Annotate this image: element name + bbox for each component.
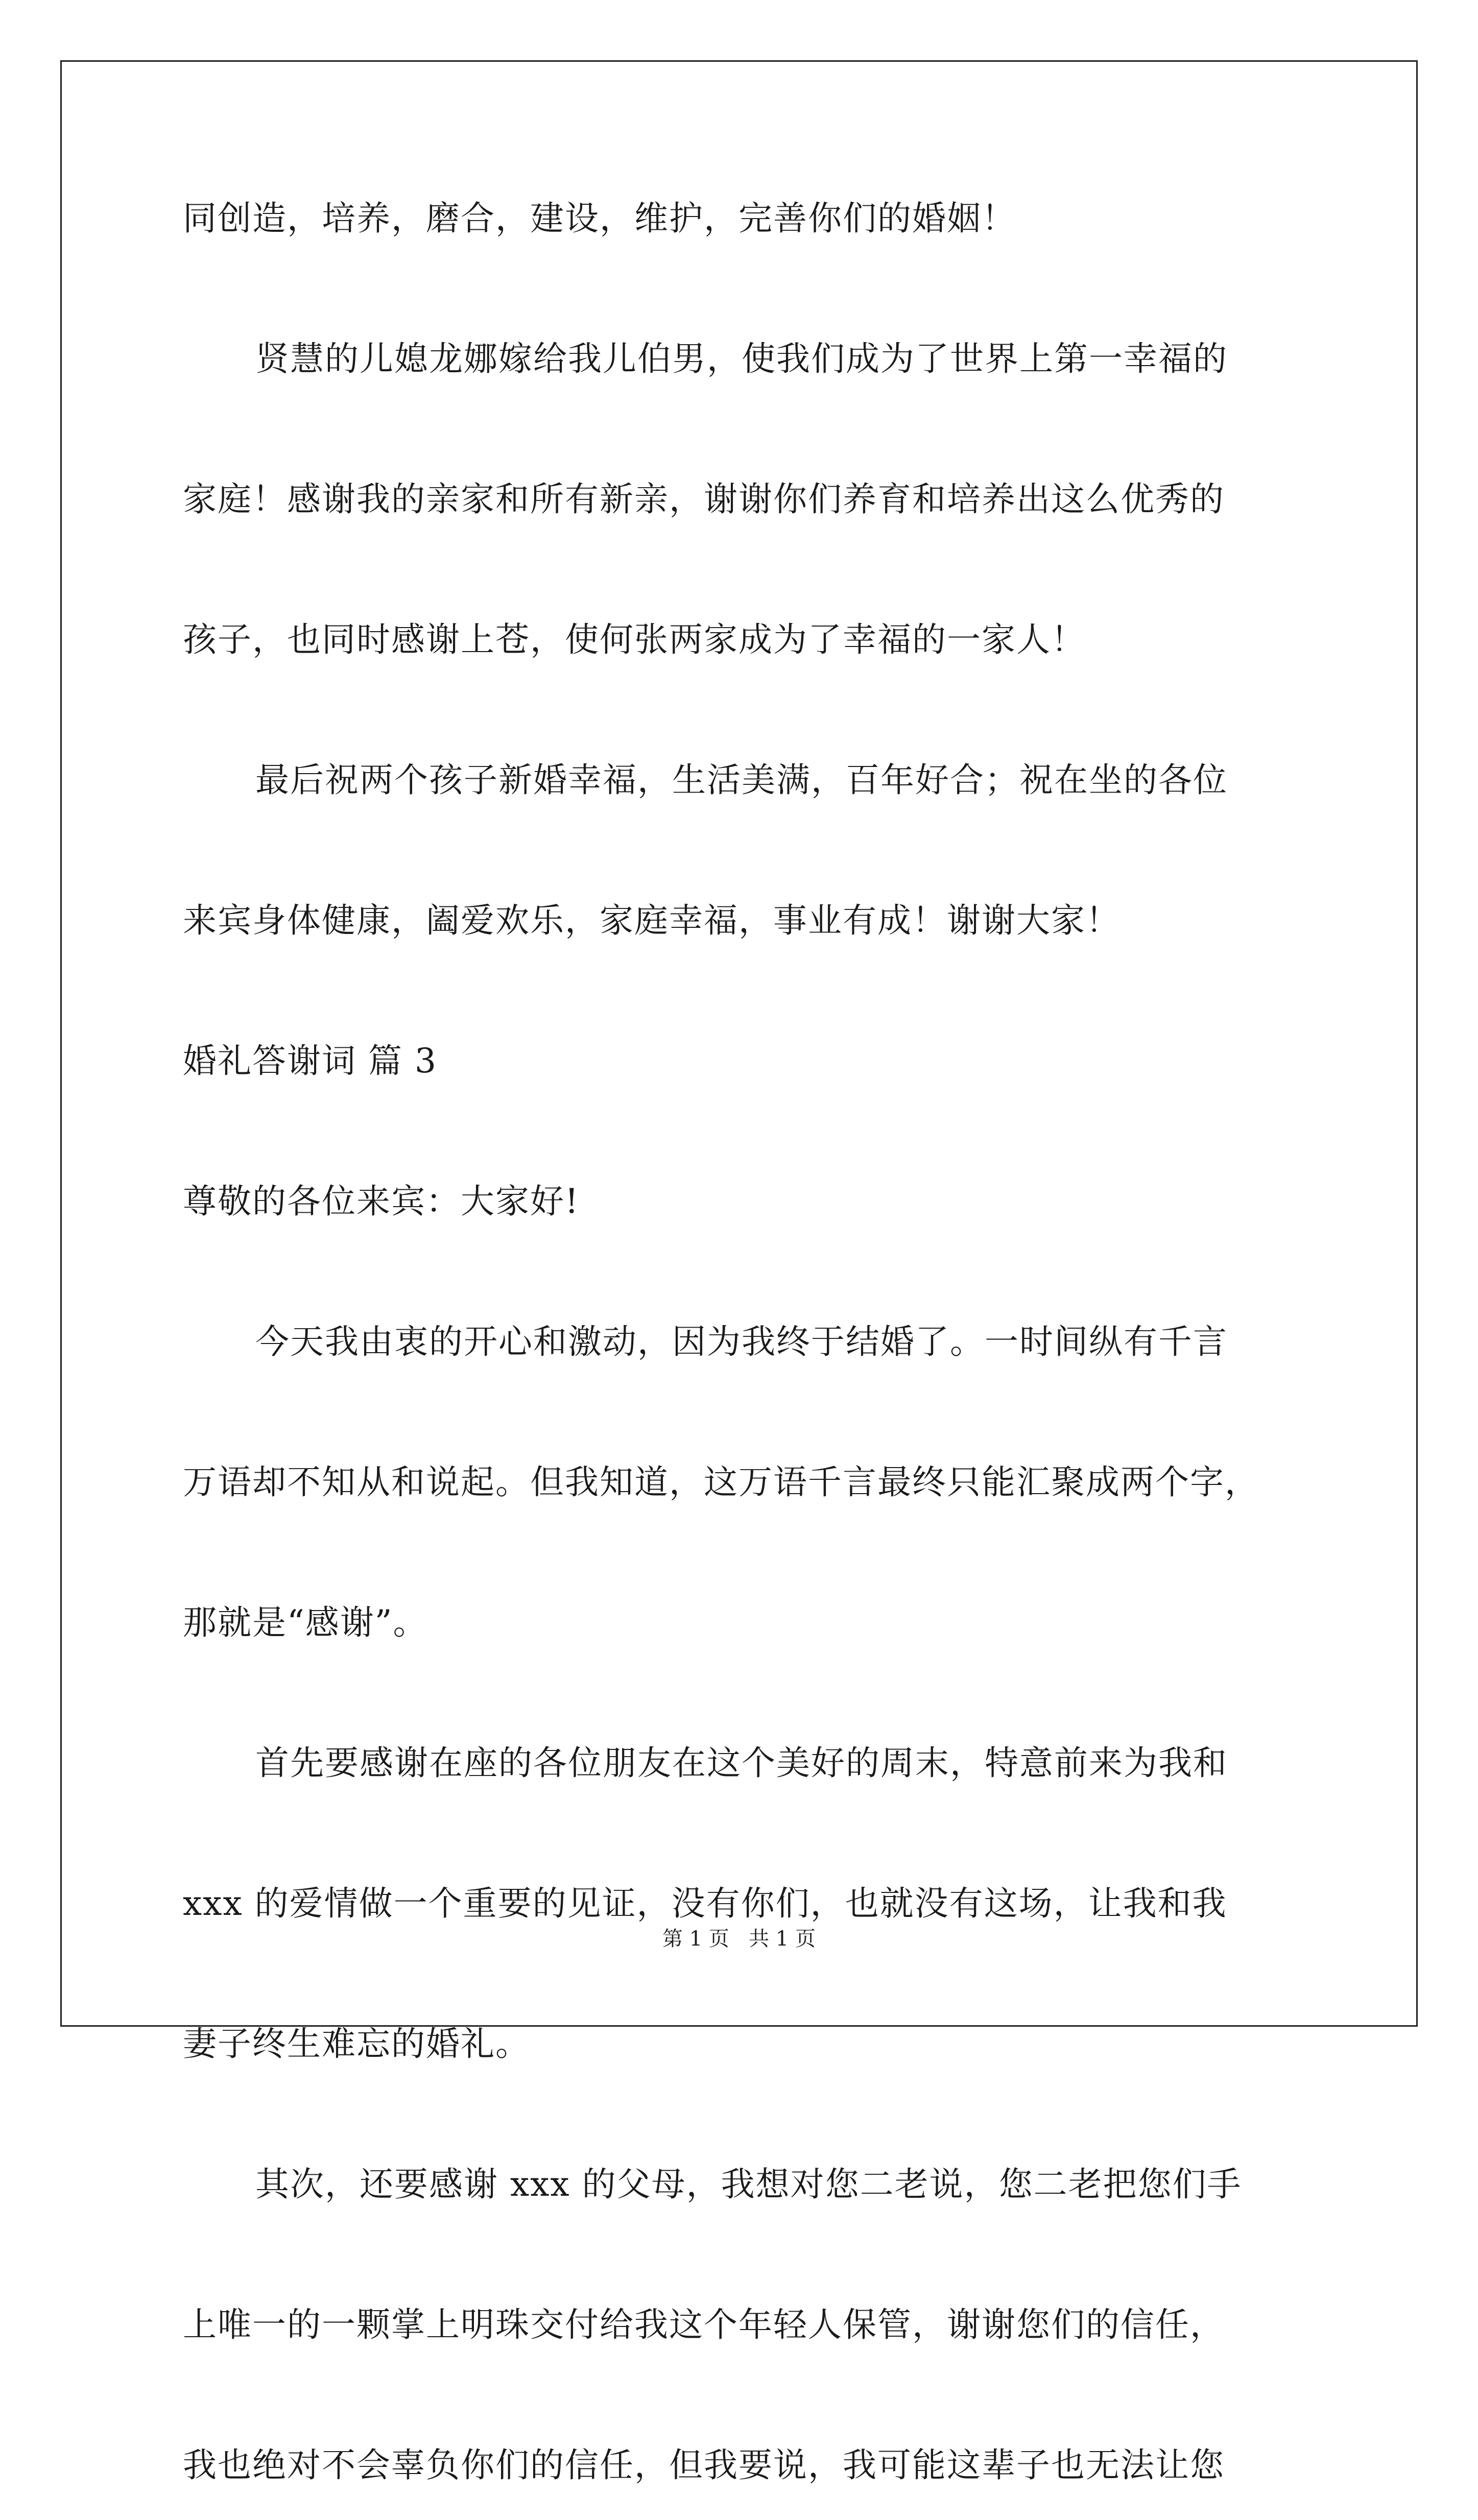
paragraph-start: 首先要感谢在座的各位朋友在这个美好的周末，特意前来为我和 (255, 1743, 1228, 1783)
page-footer: 第 1 页 共 1 页 (662, 1927, 816, 1951)
text-line: 来宾身体健康，阖爱欢乐，家庭幸福，事业有成！谢谢大家！ (183, 901, 1121, 940)
text-line: 同创造，培养，磨合，建设，维护，完善你们的婚姻！ (183, 199, 1016, 238)
text-line: xxx 的爱情做一个重要的见证，没有你们，也就没有这场，让我和我 (183, 1884, 1227, 1923)
text-line: 妻子终生难忘的婚礼。 (183, 2024, 530, 2063)
section-heading: 婚礼答谢词 篇 3 (183, 1041, 437, 1081)
paragraph-start: 今天我由衷的开心和激动，因为我终于结婚了。一时间纵有千言 (255, 1322, 1228, 1361)
text-line: 万语却不知从和说起。但我知道，这万语千言最终只能汇聚成两个字， (183, 1462, 1259, 1502)
text-line: 那就是“感谢”。 (183, 1603, 428, 1642)
salutation: 尊敬的各位来宾：大家好! (183, 1182, 580, 1221)
paragraph-start: 最后祝两个孩子新婚幸福，生活美满，百年好合；祝在坐的各位 (255, 760, 1228, 800)
text-line: 上唯一的一颗掌上明珠交付给我这个年轻人保管，谢谢您们的信任， (183, 2305, 1225, 2344)
document-body (183, 199, 1317, 2520)
text-line: 我也绝对不会辜负你们的信任，但我要说，我可能这辈子也无法让您 (183, 2445, 1225, 2485)
paragraph-start: 贤慧的儿媳龙娜嫁给我儿伯男，使我们成为了世界上第一幸福的 (255, 339, 1228, 378)
text-line: 家庭！感谢我的亲家和所有新亲，谢谢你们养育和培养出这么优秀的 (183, 479, 1225, 519)
paragraph-start: 其次，还要感谢 xxx 的父母，我想对您二老说，您二老把您们手 (255, 2165, 1242, 2204)
text-line: 孩子，也同时感谢上苍，使何张两家成为了幸福的一家人！ (183, 620, 1086, 659)
